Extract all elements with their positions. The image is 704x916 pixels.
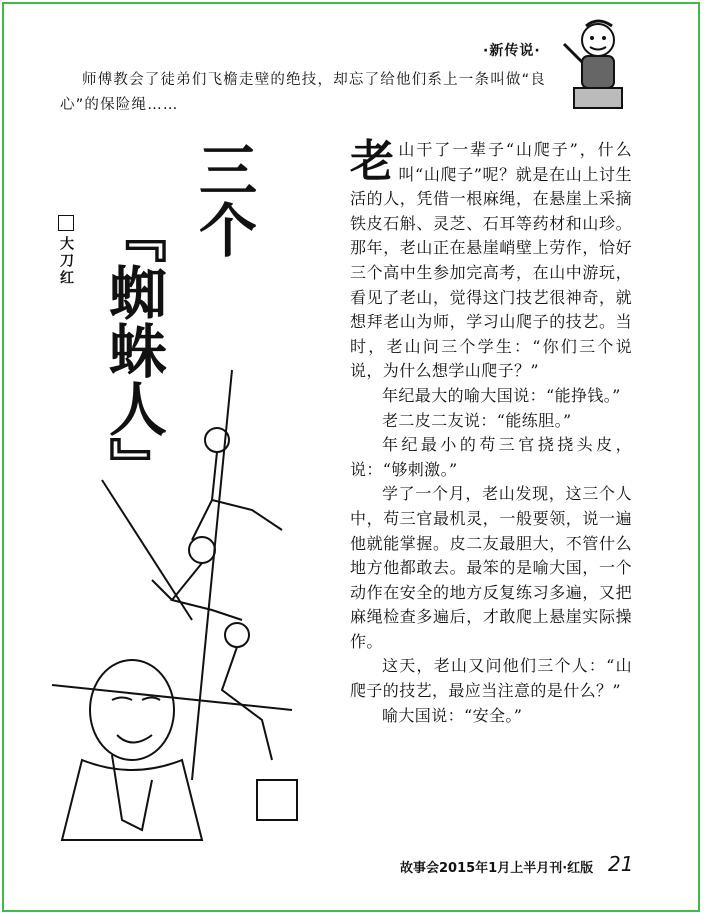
body-paragraph: 喻大国说：“安全。” — [382, 705, 523, 725]
page-number: 21 — [608, 852, 634, 876]
magazine-footer: 故事会2015年1月上半月刊·红版 — [400, 861, 594, 876]
author-name: 大刀红 — [58, 236, 74, 287]
drop-cap: 老 — [350, 136, 395, 187]
article-title-line2: 『蜘蛛人』 — [99, 205, 167, 495]
climbers-illustration — [42, 360, 342, 860]
article-intro: 师傅教会了徒弟们飞檐走壁的绝技，却忘了给他们系上一条叫做“良心”的保险绳…… — [60, 72, 547, 113]
article-body — [350, 138, 632, 728]
body-paragraph: 学了一个月，老山发现，这三个人中，苟三官最机灵，一般要领，说一遍他就能掌握。皮二友最胆大，不管什么地方他都敢去。最笨的是喻大国，一个动作在安全的地方反复练习多遍，又把麻绳检查多遍后，才敢爬上悬崖实际操作。 — [350, 484, 632, 651]
author-box-icon — [58, 215, 74, 231]
body-paragraph: 老山干了一辈子“山爬子”，什么叫“山爬子”呢？就是在山上讨生活的人，凭借一根麻绳，在悬崖上采摘铁皮石斛、灵芝、石耳等药材和山珍。那年，老山正在悬崖峭壁上劳作，恰好三个高中生参加完高考，在山中游玩，看见了老山，觉得这门技艺很神奇，就想拜老山为师，学习山爬子的技艺。当时，老山问三个学生：“你们三个说说，为什么想学山爬子？” — [350, 136, 632, 381]
body-paragraph: 年纪最大的喻大国说：“能挣钱。” — [382, 385, 621, 405]
body-paragraph: 这天，老山又问他们三个人：“山爬子的技艺，最应当注意的是什么？” — [350, 656, 632, 701]
body-paragraph: 老二皮二友说：“能练胆。” — [382, 410, 572, 430]
body-paragraph: 年纪最小的苟三官挠挠头皮，说：“够刺激。” — [350, 435, 632, 479]
section-tag: ·新传说· — [483, 43, 541, 59]
article-title-line1: 三个 — [189, 140, 257, 260]
mascot-illustration — [556, 14, 636, 114]
